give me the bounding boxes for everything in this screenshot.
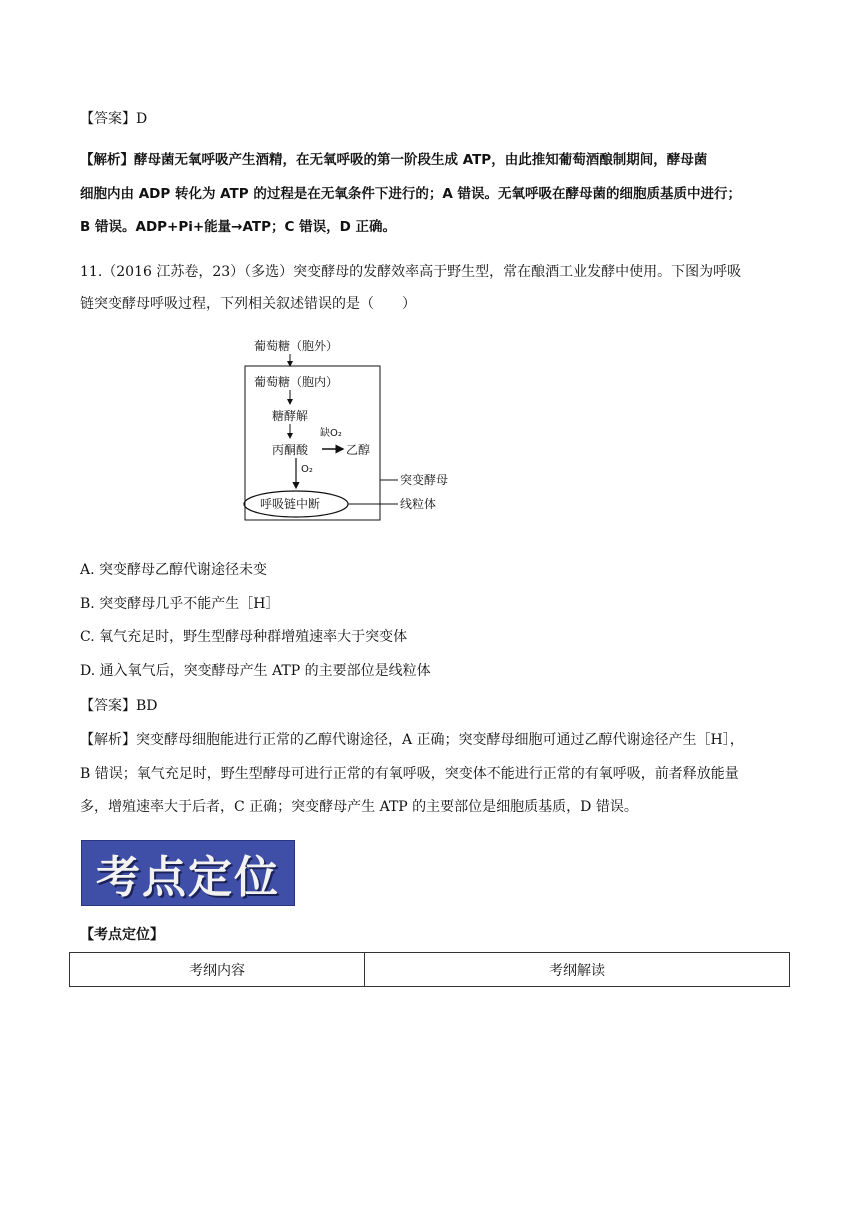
answer-value-2: BD — [136, 698, 158, 714]
glucose-outside-text: 葡萄糖（胞外） — [254, 339, 339, 353]
o2-text: O₂ — [301, 464, 313, 475]
answer-label: 【答案】 — [80, 111, 136, 127]
analysis2-line-3: 多，增殖速率大于后者，C 正确；突变酵母产生 ATP 的主要部位是细胞质基质，D 错误。 — [80, 799, 638, 815]
answer-line-2 — [80, 696, 158, 716]
pyruvate-text: 丙酮酸 — [272, 443, 309, 457]
lack-o2-text: 缺O₂ — [320, 428, 342, 439]
banner-text: 考点定位 — [96, 852, 280, 903]
mutant-yeast-label: 突变酵母 — [400, 473, 449, 487]
analysis-line-1: 【解析】酵母菌无氧呼吸产生酒精，在无氧呼吸的第一阶段生成 ATP，由此推知葡萄酒酿制期间，酵母菌 — [80, 152, 708, 168]
question-line-2: 链突变酵母呼吸过程，下列相关叙述错误的是（ ） — [80, 296, 416, 312]
chain-break-text: 呼吸链中断 — [260, 497, 321, 511]
analysis2-line-1: 【解析】突变酵母细胞能进行正常的乙醇代谢途径，A 正确；突变酵母细胞可通过乙醇代谢途径产生［H］， — [80, 732, 744, 748]
question-line-1: 11.（2016 江苏卷，23）（多选）突变酵母的发酵效率高于野生型，常在酿酒工业发酵中使用。下图为呼吸 — [80, 264, 742, 280]
ethanol-text: 乙醇 — [346, 443, 371, 457]
answer-value: D — [136, 111, 148, 127]
analysis-line-2: 细胞内由 ADP 转化为 ATP 的过程是在无氧条件下进行的；A 错误。无氧呼吸在酵母菌的细胞质基质中进行； — [80, 186, 741, 202]
kaodian-banner — [81, 840, 295, 906]
glucose-inside-text: 葡萄糖（胞内） — [254, 375, 339, 389]
option-a: A. 突变酵母乙醇代谢途径未变 — [80, 562, 268, 578]
option-c: C. 氧气充足时，野生型酵母种群增殖速率大于突变体 — [80, 629, 408, 645]
respiration-diagram — [240, 330, 470, 525]
glycolysis-text: 糖酵解 — [272, 409, 309, 423]
table-header-interpretation: 考纲解读 — [549, 962, 605, 979]
answer-label-2: 【答案】 — [80, 698, 136, 714]
answer-line — [80, 109, 147, 129]
option-d: D. 通入氧气后，突变酵母产生 ATP 的主要部位是线粒体 — [80, 663, 431, 679]
table-header-content: 考纲内容 — [70, 953, 365, 986]
option-b: B. 突变酵母几乎不能产生［H］ — [80, 596, 280, 612]
mitochondrion-label: 线粒体 — [400, 497, 437, 511]
analysis-line-3: B 错误。ADP+Pi+能量→ATP；C 错误，D 正确。 — [80, 219, 397, 235]
analysis2-line-2: B 错误；氧气充足时，野生型酵母可进行正常的有氧呼吸，突变体不能进行正常的有氧呼吸，前者释放能量 — [80, 766, 739, 782]
syllabus-table — [69, 952, 790, 987]
section-title: 【考点定位】 — [80, 927, 164, 943]
